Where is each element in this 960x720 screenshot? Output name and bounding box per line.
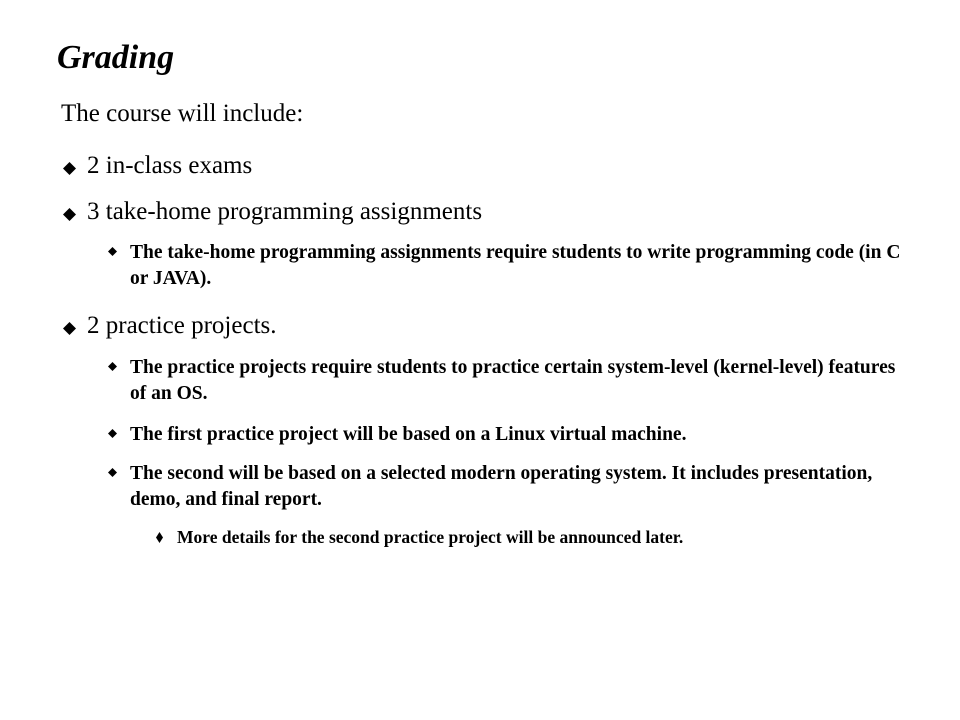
sub-sub-bullet-details bbox=[153, 525, 913, 549]
intro-text: The course will include: bbox=[61, 100, 304, 127]
small-diamond-bullet-icon bbox=[106, 422, 130, 448]
slide-title: Grading bbox=[57, 39, 175, 76]
bullet-text: 2 in-class exams bbox=[87, 152, 253, 179]
sub-sub-bullet-text: More details for the second practice project will be announced later. bbox=[177, 527, 684, 547]
small-diamond-bullet-icon bbox=[106, 355, 130, 381]
sub-bullet-text: The second will be based on a selected modern operating system. It includes presentation, demo, and final report. bbox=[130, 463, 873, 510]
sub-bullet-first-project bbox=[106, 422, 916, 448]
small-diamond-bullet-icon bbox=[106, 461, 130, 487]
bullet-item-exams bbox=[63, 151, 252, 181]
diamond-bullet-icon bbox=[63, 197, 87, 227]
narrow-diamond-bullet-icon bbox=[153, 525, 177, 549]
bullet-item-assignments bbox=[63, 197, 482, 227]
sub-bullet-text: The first practice project will be based on a Linux virtual machine. bbox=[130, 424, 687, 445]
diamond-bullet-icon bbox=[63, 151, 87, 181]
sub-bullet-text: The practice projects require students to practice certain system-level (kernel-level) features of an OS. bbox=[130, 357, 896, 404]
small-diamond-bullet-icon bbox=[106, 240, 130, 266]
bullet-item-projects bbox=[63, 311, 277, 341]
sub-bullet-assignments-detail bbox=[106, 240, 916, 292]
diamond-bullet-icon bbox=[63, 311, 87, 341]
sub-bullet-projects-detail bbox=[106, 355, 916, 407]
sub-bullet-text: The take-home programming assignments require students to write programming code (in C or JAVA). bbox=[130, 242, 901, 289]
bullet-text: 2 practice projects. bbox=[87, 312, 277, 339]
sub-bullet-second-project bbox=[106, 461, 916, 513]
bullet-text: 3 take-home programming assignments bbox=[87, 198, 483, 225]
